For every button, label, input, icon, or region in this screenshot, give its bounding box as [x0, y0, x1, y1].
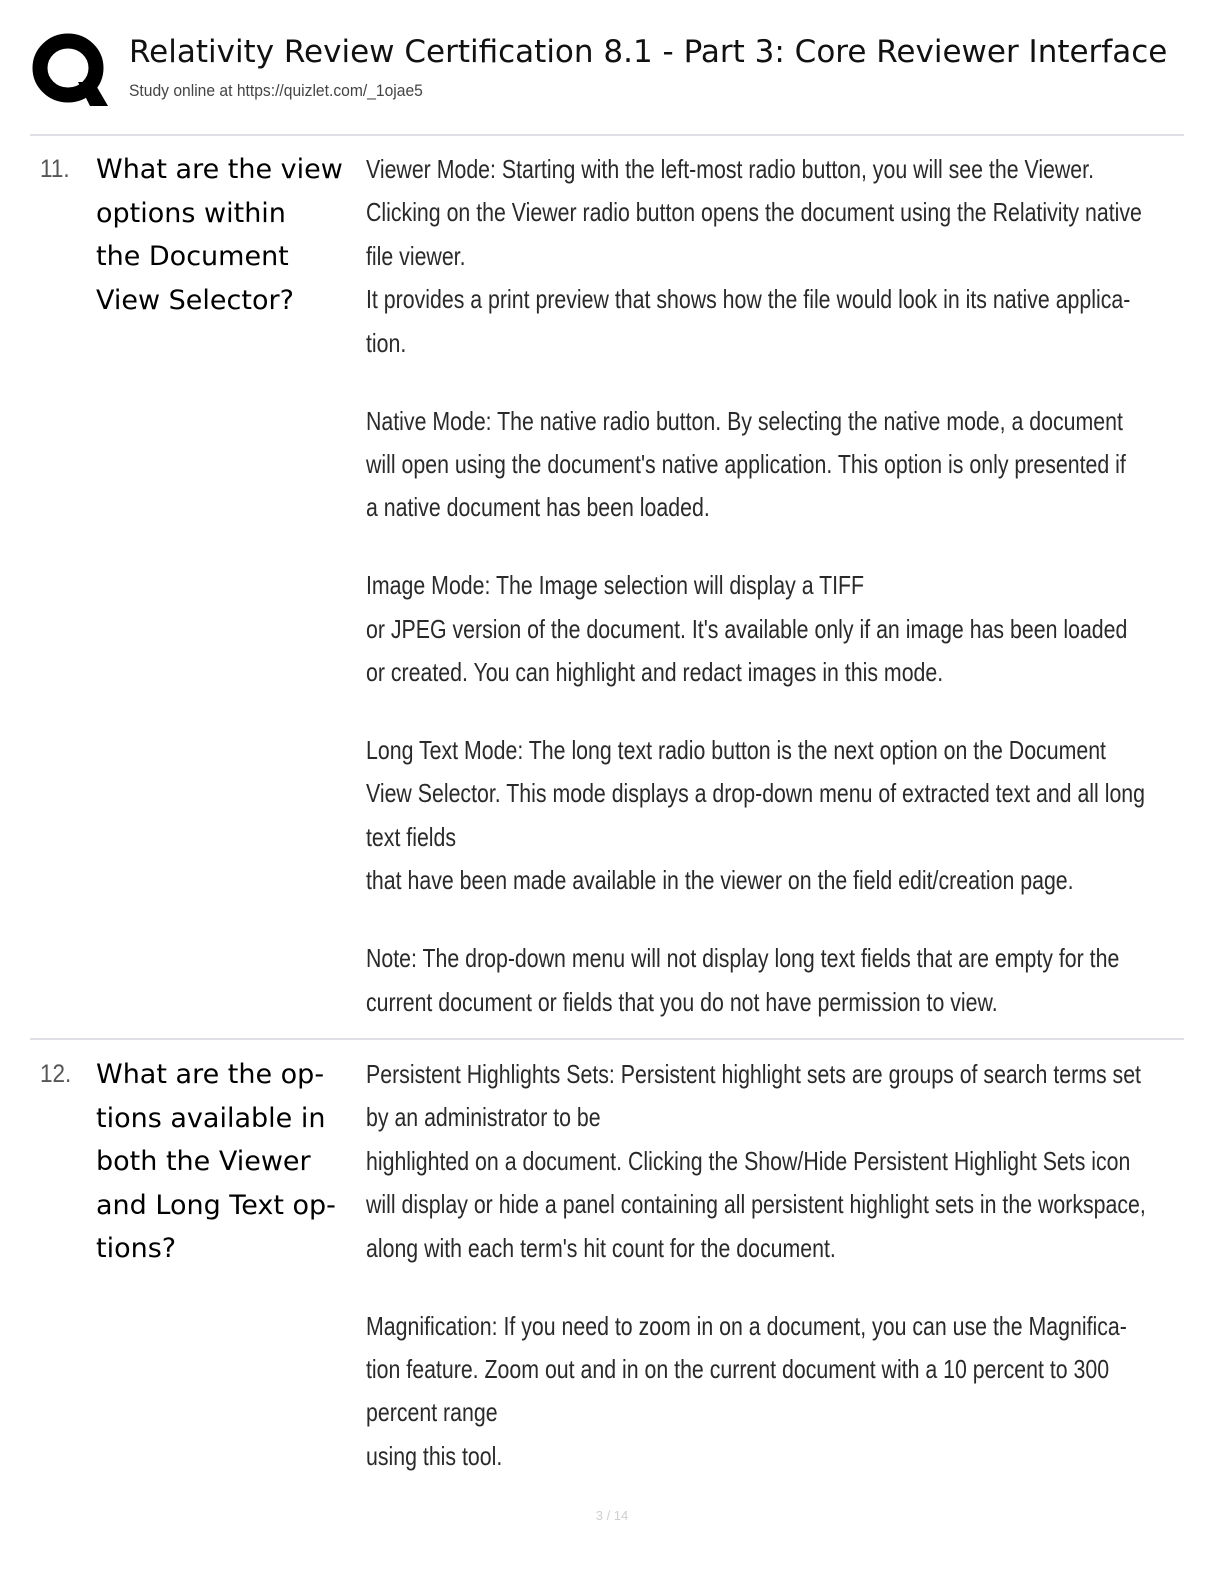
- page-number: 3 / 14: [595, 1508, 629, 1523]
- question-line: tions available in: [96, 1102, 326, 1134]
- question-line: and Long Text op-: [96, 1189, 336, 1221]
- card-number: 11.: [40, 155, 70, 183]
- paragraph-gap: [366, 1270, 1170, 1305]
- card-number: 12.: [40, 1060, 72, 1088]
- answer-line: Native Mode: The native radio button. By selecting the native mode, a document: [366, 405, 1123, 436]
- answer-line: text fields: [366, 821, 457, 852]
- question-line: both the Viewer: [96, 1146, 311, 1177]
- card-divider: [30, 1038, 1184, 1040]
- paragraph-gap: [366, 530, 1170, 565]
- question-line: View Selector?: [96, 284, 294, 316]
- page-header: [0, 0, 1224, 120]
- header-divider: [30, 134, 1184, 136]
- question-line: What are the op-: [96, 1059, 325, 1090]
- answer-line: It provides a print preview that shows how the file would look in its native applica-: [366, 284, 1131, 315]
- answer-line: will display or hide a panel containing all persistent highlight sets in the workspace,: [366, 1189, 1146, 1220]
- answer-line: tion.: [366, 327, 407, 358]
- answer-line: View Selector. This mode displays a drop-down menu of extracted text and all long: [366, 778, 1146, 809]
- paragraph-gap: [366, 365, 1170, 400]
- question-line: the Document: [96, 241, 289, 272]
- answer-line: that have been made available in the viewer on the field edit/creation page.: [366, 865, 1074, 896]
- paragraph-gap: [366, 694, 1170, 729]
- card-answer: [366, 148, 1170, 1024]
- card-question: [96, 148, 362, 322]
- answer-line: Image Mode: The Image selection will display a TIFF: [366, 570, 865, 601]
- answer-line: or JPEG version of the document. It's available only if an image has been loaded: [366, 613, 1128, 644]
- answer-line: percent range: [366, 1397, 498, 1428]
- answer-line: Persistent Highlights Sets: Persistent highlight sets are groups of search terms set: [366, 1059, 1141, 1089]
- answer-line: will open using the document's native application. This option is only presented if: [366, 448, 1126, 479]
- answer-line: Clicking on the Viewer radio button opens the document using the Relativity native: [366, 197, 1142, 228]
- answer-line: a native document has been loaded.: [366, 492, 710, 523]
- answer-line: current document or fields that you do not have permission to view.: [366, 986, 998, 1017]
- answer-line: Viewer Mode: Starting with the left-most radio button, you will see the Viewer.: [366, 154, 1095, 184]
- card-question: [96, 1053, 362, 1271]
- answer-line: tion feature. Zoom out and in on the current document with a 10 percent to 300: [366, 1353, 1110, 1384]
- paragraph-gap: [366, 903, 1170, 938]
- answer-line: or created. You can highlight and redact images in this mode.: [366, 657, 944, 688]
- quizlet-logo-icon: [32, 30, 110, 108]
- study-online-link[interactable]: Study online at https://quizlet.com/_1ojae5: [129, 81, 423, 100]
- question-line: options within: [96, 197, 286, 229]
- answer-line: Note: The drop-down menu will not display long text fields that are empty for the: [366, 943, 1120, 974]
- answer-line: by an administrator to be: [366, 1102, 601, 1133]
- answer-line: highlighted on a document. Clicking the Show/Hide Persistent Highlight Sets icon: [366, 1145, 1131, 1176]
- question-line: tions?: [96, 1233, 177, 1264]
- answer-line: using this tool.: [366, 1440, 503, 1471]
- answer-line: Magnification: If you need to zoom in on a document, you can use the Magnifica-: [366, 1310, 1127, 1341]
- question-line: What are the view: [96, 154, 343, 185]
- answer-line: Long Text Mode: The long text radio button is the next option on the Document: [366, 735, 1106, 766]
- answer-line: along with each term's hit count for the document.: [366, 1232, 836, 1263]
- answer-line: file viewer.: [366, 240, 466, 271]
- card-answer: [366, 1053, 1170, 1478]
- document-title: Relativity Review Certification 8.1 - Part 3: Core Reviewer Interface: [129, 34, 1168, 70]
